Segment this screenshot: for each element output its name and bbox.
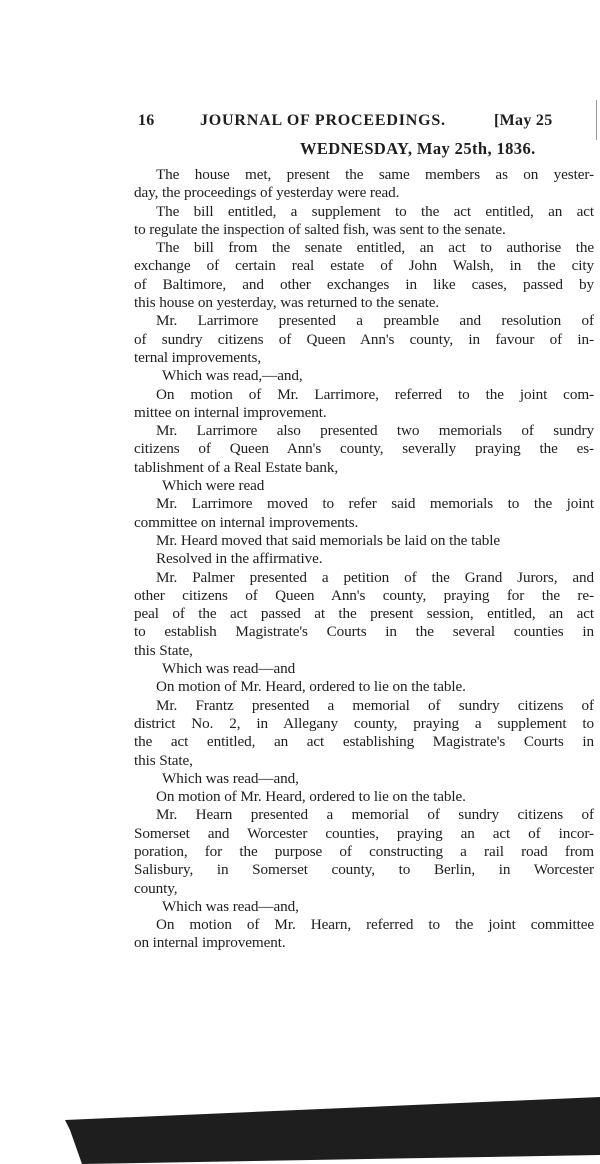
text-line: this State, [134, 751, 193, 769]
paragraph [134, 312, 594, 367]
paragraph [134, 422, 594, 477]
text-line: Which was read,—and, [162, 367, 303, 385]
text-line: On motion of Mr. Hearn, referred to the joint committee [156, 916, 594, 934]
text-line: of Baltimore, and other exchanges in like cases, passed by [134, 275, 594, 293]
journal-body [134, 166, 594, 953]
paragraph [134, 550, 594, 568]
text-line: poration, for the purpose of constructing a rail road from [134, 842, 594, 860]
text-line: ternal improvements, [134, 348, 262, 366]
text-line: On motion of Mr. Heard, ordered to lie on the table. [156, 678, 466, 696]
paragraph [134, 660, 594, 678]
text-line: Which was read—and [162, 660, 296, 678]
paragraph [134, 678, 594, 696]
paragraph [134, 386, 594, 423]
text-line: Mr. Frantz presented a memorial of sundry citizens of [156, 696, 594, 714]
text-line: Somerset and Worcester counties, praying an act of incor- [134, 824, 594, 842]
text-line: Mr. Larrimore moved to refer said memorials to the joint [156, 495, 594, 513]
paragraph [134, 477, 594, 495]
text-line: citizens of Queen Ann's county, severally praying the es- [134, 440, 594, 458]
text-line: Mr. Palmer presented a petition of the Grand Jurors, and [156, 568, 594, 586]
text-line: district No. 2, in Allegany county, praying a supplement to [134, 714, 594, 732]
paragraph [134, 495, 594, 532]
text-line: mittee on internal improvement. [134, 403, 327, 421]
text-line: the act entitled, an act establishing Magistrate's Courts in [134, 733, 594, 751]
paragraph [134, 788, 594, 806]
paragraph [134, 806, 594, 897]
text-line: tablishment of a Real Estate bank, [134, 458, 339, 476]
paragraph [134, 239, 594, 312]
text-line: On motion of Mr. Heard, ordered to lie on the table. [156, 788, 466, 806]
paragraph [134, 166, 594, 203]
text-line: Salisbury, in Somerset county, to Berlin, in Worcester [134, 861, 594, 879]
text-line: The bill from the senate entitled, an act to authorise the [156, 239, 594, 257]
text-line: Mr. Heard moved that said memorials be laid on the table [156, 531, 501, 549]
text-line: Mr. Hearn presented a memorial of sundry citizens of [156, 806, 594, 824]
paragraph [134, 916, 594, 953]
text-line: this house on yesterday, was returned to the senate. [134, 294, 440, 312]
text-line: this State, [134, 641, 193, 659]
day-heading: WEDNESDAY, May 25th, 1836. [300, 139, 536, 158]
text-line: Mr. Larrimore presented a preamble and resolution of [156, 312, 594, 330]
text-line: Which was read—and, [162, 897, 299, 915]
paragraph [134, 203, 594, 240]
paragraph [134, 898, 594, 916]
scan-shadow [0, 1090, 600, 1164]
text-line: exchange of certain real estate of John Walsh, in the city [134, 257, 594, 275]
page-number: 16 [138, 112, 155, 129]
paragraph [134, 569, 594, 660]
text-line: on internal improvement. [134, 934, 286, 952]
text-line: peal of the act passed at the present session, entitled, an act [134, 605, 594, 623]
text-line: On motion of Mr. Larrimore, referred to the joint com- [156, 385, 594, 403]
text-line: The bill entitled, a supplement to the act entitled, an act [156, 202, 594, 220]
text-line: The house met, present the same members as on yester- [156, 166, 594, 183]
text-line: Mr. Larrimore also presented two memorials of sundry [156, 422, 594, 440]
paragraph [134, 697, 594, 770]
text-line: Which were read [162, 477, 265, 495]
text-line: day, the proceedings of yesterday were read. [134, 184, 400, 202]
text-line: county, [134, 879, 178, 897]
text-line: committee on internal improvements. [134, 513, 359, 531]
text-line: other citizens of Queen Ann's county, praying for the re- [134, 586, 594, 604]
running-date: [May 25 [494, 112, 553, 129]
running-title: JOURNAL OF PROCEEDINGS. [200, 112, 446, 129]
paragraph [134, 770, 594, 788]
text-line: to regulate the inspection of salted fish, was sent to the senate. [134, 220, 506, 238]
paragraph [134, 367, 594, 385]
text-line: Which was read—and, [162, 769, 299, 787]
text-line: of sundry citizens of Queen Ann's county, in favour of in- [134, 330, 594, 348]
text-line: to establish Magistrate's Courts in the several counties in [134, 623, 594, 641]
paragraph [134, 532, 594, 550]
text-line: Resolved in the affirmative. [156, 550, 323, 568]
page-edge-mark [596, 100, 597, 140]
